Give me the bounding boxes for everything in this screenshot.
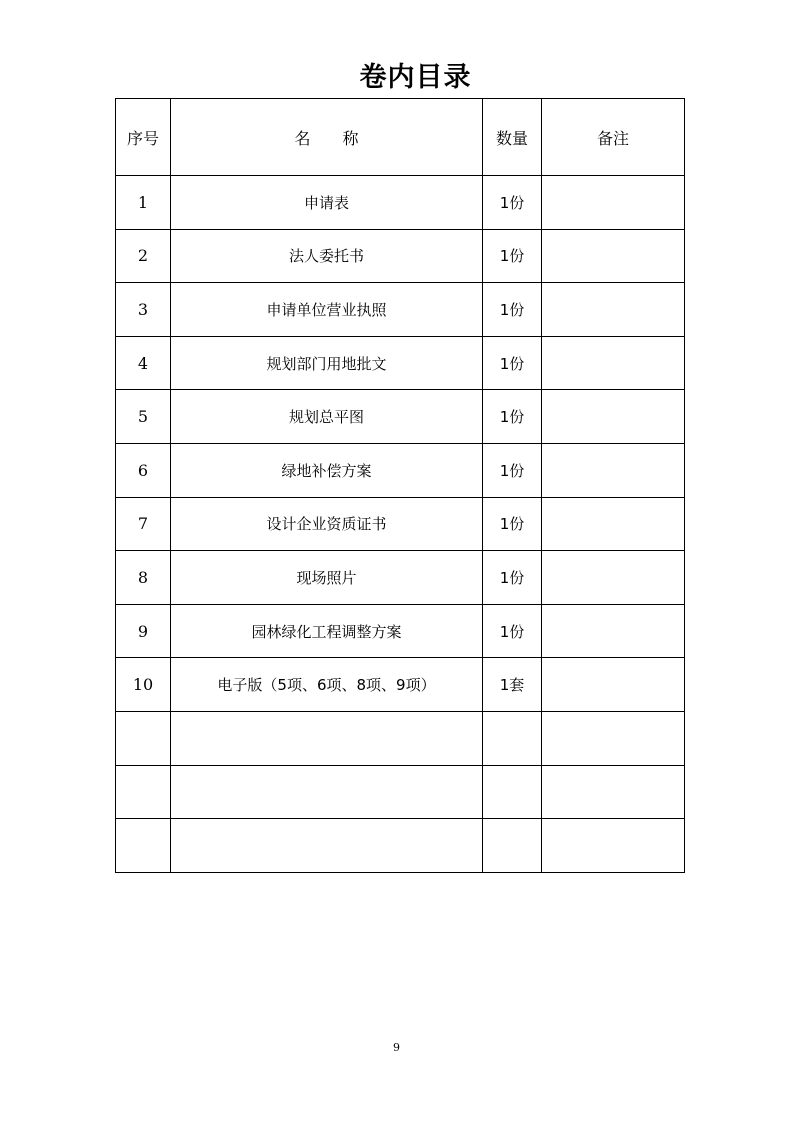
cell-note [542,711,685,765]
cell-name: 电子版（5项、6项、8项、9项） [171,658,483,712]
cell-name: 园林绿化工程调整方案 [171,604,483,658]
table-header-row [116,99,685,176]
cell-note [542,658,685,712]
cell-qty: 1份 [483,443,542,497]
cell-qty [483,765,542,819]
cell-seq: 2 [116,229,171,283]
cell-seq [116,819,171,873]
cell-note [542,497,685,551]
table-row [116,819,685,873]
cell-qty: 1份 [483,176,542,230]
cell-qty [483,819,542,873]
cell-name [171,765,483,819]
header-qty: 数量 [483,99,542,176]
cell-note [542,176,685,230]
cell-qty: 1套 [483,658,542,712]
catalog-table [115,98,685,873]
cell-note [542,443,685,497]
table-row [116,497,685,551]
cell-qty: 1份 [483,283,542,337]
cell-seq: 9 [116,604,171,658]
cell-note [542,551,685,605]
table-row [116,551,685,605]
table-row [116,765,685,819]
table-row [116,336,685,390]
cell-seq: 7 [116,497,171,551]
cell-seq [116,711,171,765]
cell-qty: 1份 [483,497,542,551]
table-row [116,283,685,337]
table-row [116,443,685,497]
cell-name: 规划总平图 [171,390,483,444]
page-title: 卷内目录 [359,62,472,93]
cell-name [171,711,483,765]
table-body [116,176,685,873]
cell-name: 申请表 [171,176,483,230]
table-row [116,604,685,658]
cell-name: 申请单位营业执照 [171,283,483,337]
table-row [116,176,685,230]
cell-note [542,283,685,337]
cell-seq: 5 [116,390,171,444]
cell-name: 规划部门用地批文 [171,336,483,390]
header-seq: 序号 [116,99,171,176]
cell-name: 绿地补偿方案 [171,443,483,497]
table-row [116,390,685,444]
cell-note [542,229,685,283]
cell-name: 现场照片 [171,551,483,605]
cell-note [542,604,685,658]
cell-qty: 1份 [483,229,542,283]
cell-seq: 8 [116,551,171,605]
table-row [116,658,685,712]
cell-qty: 1份 [483,336,542,390]
header-name: 名 称 [171,99,483,176]
cell-qty [483,711,542,765]
page-number: 9 [393,1041,400,1054]
cell-note [542,336,685,390]
table-row [116,229,685,283]
cell-seq: 3 [116,283,171,337]
cell-seq: 10 [116,658,171,712]
table-row [116,711,685,765]
cell-note [542,819,685,873]
cell-name [171,819,483,873]
cell-seq [116,765,171,819]
cell-qty: 1份 [483,551,542,605]
cell-qty: 1份 [483,604,542,658]
cell-seq: 1 [116,176,171,230]
cell-name: 设计企业资质证书 [171,497,483,551]
cell-seq: 6 [116,443,171,497]
cell-note [542,390,685,444]
cell-note [542,765,685,819]
cell-name: 法人委托书 [171,229,483,283]
cell-seq: 4 [116,336,171,390]
cell-qty: 1份 [483,390,542,444]
header-note: 备注 [542,99,685,176]
